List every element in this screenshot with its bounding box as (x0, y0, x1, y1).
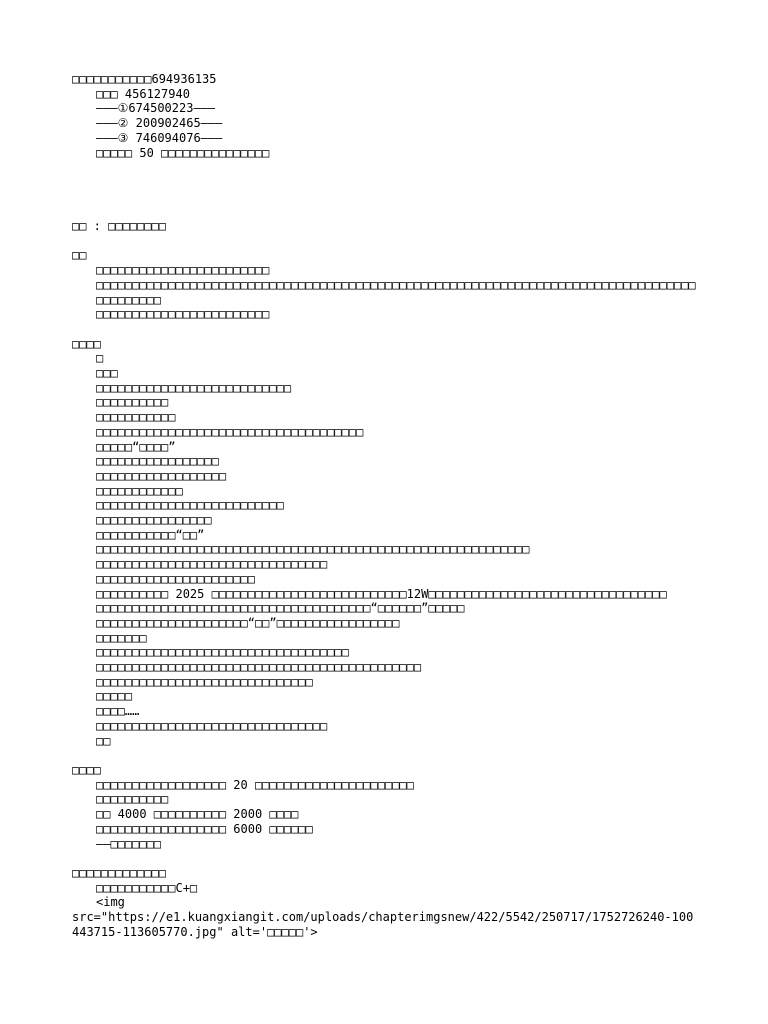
section1-paragraph: □□□□□□□□□□□□□□□□□□□□□□□□□□□□□□□□□□□□□□□□□□□□□□□□□□□□□□□□□□□□□□□□□□□□□□□□□□□□□□□□□□□□□□□□□□□□ (96, 277, 696, 307)
section2-line: □□□□□□□□□□□□□□□□□□□□□“□□”□□□□□□□□□□□□□□□□□ (96, 615, 400, 630)
section2-line: □□□□…… (96, 704, 140, 719)
section2-line: □ (96, 351, 104, 366)
section2-line: □□□□□□□□□□□□□□□□□□□□□□□□□□□□□□□□□□□□□□“□□□□□□”□□□□□ (96, 601, 465, 616)
section2-line: □□□□□□□□□□□□□□□□□□□□□□□□□□□□□□□□□□□□□□□□□□□□□ (96, 660, 422, 675)
spacer (72, 748, 696, 763)
section3-line: □□□□□□□□□□ (96, 792, 169, 807)
section-title: □□ : □□□□□□□□ (72, 219, 166, 234)
spacer (72, 851, 696, 866)
section2-line: □□□□□□□□□□□□□□□□□□□□□□□□□□□□□□ (96, 674, 313, 689)
spacer (72, 234, 696, 249)
section2-line: □□□□□□□□□□□□□□□□□□□□□□□□□□□□□□□□□□□□□ (96, 424, 364, 439)
section2-line: □□□□□□□□□□ 2025 □□□□□□□□□□□□□□□□□□□□□□□□□□□12W□□□□□□□□□□□□□□□□□□□□□□□□□□□□□□□□□ (96, 586, 667, 601)
spacer (72, 160, 696, 219)
section4-heading: □□□□□□□□□□□□□ (72, 865, 166, 880)
header-line-group-2: ———② 200902465——— (96, 116, 223, 131)
header-line-qq-group: □□□□□□□□□□□694936135 (72, 72, 217, 86)
section4-line: □□□□□□□□□□□C+□ (96, 880, 198, 895)
section3-line: □□□□□□□□□□□□□□□□□□ 20 □□□□□□□□□□□□□□□□□□□□□□ (96, 777, 414, 792)
section2-line: □□□□□□□□□□□□□□□□□ (96, 454, 219, 469)
section2-line: □□□□□□□ (96, 630, 147, 645)
section2-line: □□□□□□□□□□□□□□□□□□□□□□ (96, 571, 255, 586)
section1-heading: □□ (72, 248, 87, 263)
img-tag-open: <img (96, 895, 125, 910)
section2-line: □□□□□□□□□□□□ (96, 483, 183, 498)
section2-line: □□□□□□□□□□□ (96, 410, 176, 425)
section2-line: □□□ (96, 366, 118, 381)
section3-line: ——□□□□□□□ (96, 836, 162, 851)
section1-line: □□□□□□□□□□□□□□□□□□□□□□□□ (96, 263, 270, 278)
section2-line: □□□□□□□□□□□□□□□□□□□□□□□□□□□ (96, 380, 292, 395)
header-line-note: □□□□□ 50 □□□□□□□□□□□□□□□ (96, 145, 270, 160)
section2-line: □□□□□□□□□□□□□□□□□□□□□□□□□□□□□□□□ (96, 718, 328, 733)
img-tag-src: src="https://e1.kuangxiangit.com/uploads/chapterimgsnew/422/5542/250717/1752726240-100443715-113605770.jpg" alt='□□□□□'> (72, 910, 694, 939)
section3-heading: □□□□ (72, 762, 101, 777)
header-line-number: □□□ 456127940 (96, 86, 190, 101)
section2-line: □□ (96, 733, 111, 748)
section3-line: □□□□□□□□□□□□□□□□□□ 6000 □□□□□□ (96, 821, 313, 836)
spacer (72, 322, 696, 337)
header-line-group-1: ———①674500223——— (96, 101, 216, 116)
section2-line: □□□□□□□□□□□□□□□□□□□□□□□□□□□□□□□□ (96, 557, 328, 572)
section1-line: □□□□□□□□□□□□□□□□□□□□□□□□ (96, 307, 270, 322)
section2-line: □□□□□□□□□□□“□□” (96, 527, 205, 542)
section2-line: □□□□□“□□□□” (96, 439, 176, 454)
section2-lines (72, 351, 696, 748)
section2-line: □□□□□□□□□□□□□□□□□□□□□□□□□□□□□□□□□□□□□□□□□□□□□□□□□□□□□□□□□□□□ (96, 542, 530, 557)
section3-line: □□ 4000 □□□□□□□□□□ 2000 □□□□ (96, 807, 299, 822)
document-body (72, 72, 696, 939)
section2-heading: □□□□ (72, 336, 101, 351)
section2-line: □□□□□□□□□□□□□□□□□□□□□□□□□□□□□□□□□□□ (96, 645, 349, 660)
section2-line: □□□□□□□□□□ (96, 395, 169, 410)
section2-line: □□□□□□□□□□□□□□□□□□□□□□□□□□ (96, 498, 284, 513)
section2-line: □□□□□□□□□□□□□□□□□□ (96, 468, 227, 483)
header-line-group-3: ———③ 746094076——— (96, 130, 223, 145)
section2-line: □□□□□□□□□□□□□□□□ (96, 513, 212, 528)
section2-line: □□□□□ (96, 689, 133, 704)
